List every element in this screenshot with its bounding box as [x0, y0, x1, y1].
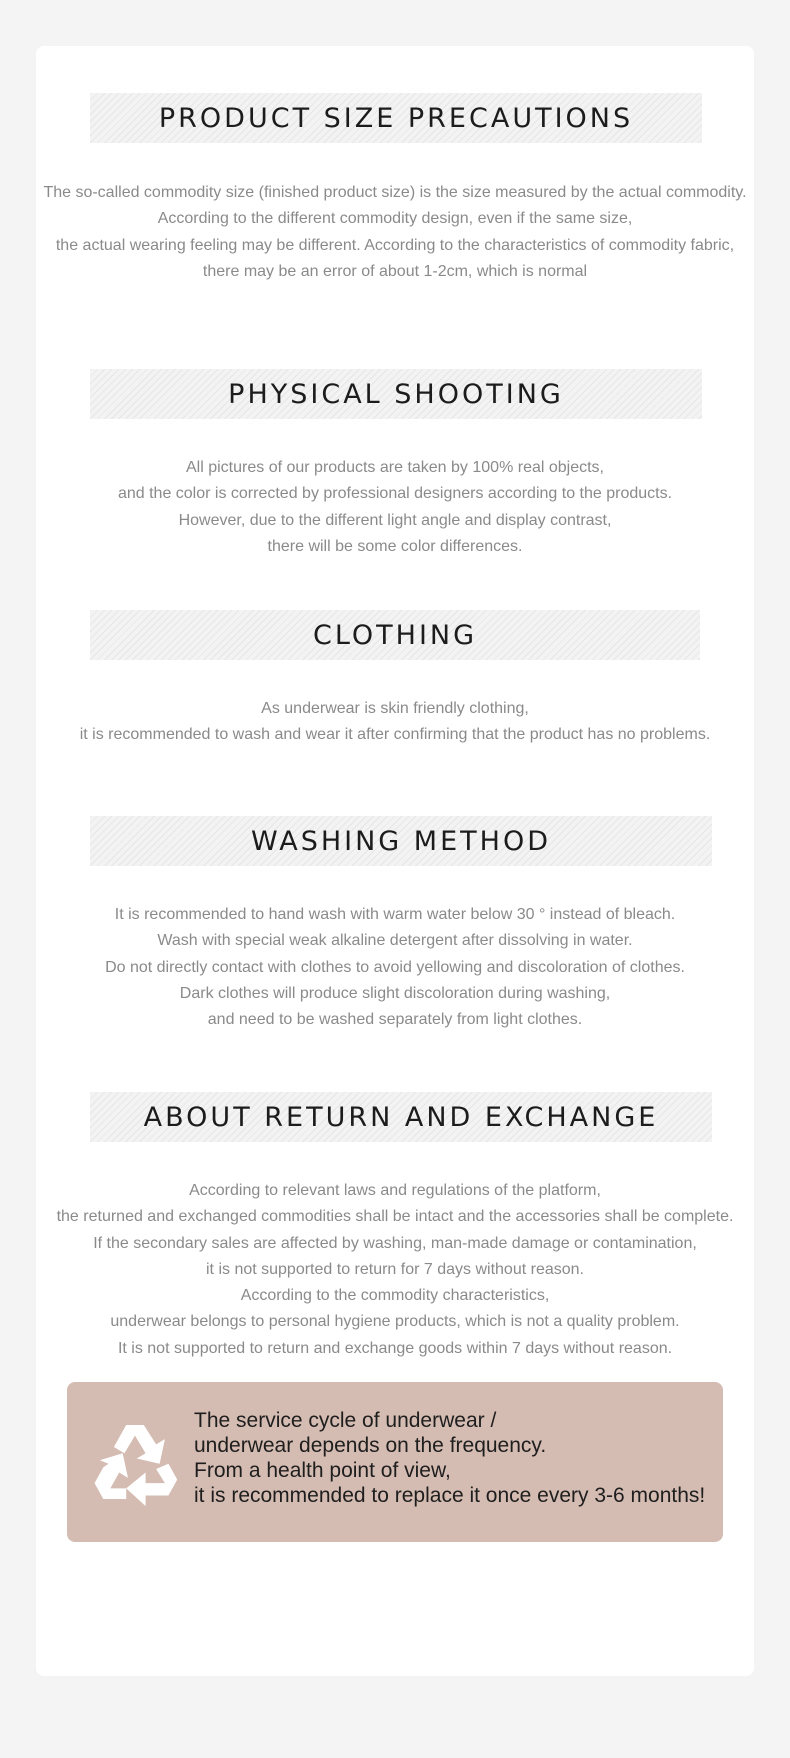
- text-line: there will be some color differences.: [267, 537, 523, 555]
- section-title-return-exchange: ABOUT RETURN AND EXCHANGE: [143, 1101, 659, 1133]
- text-line: According to the commodity characteristics,: [240, 1287, 550, 1305]
- service-cycle-notice: [67, 1382, 723, 1542]
- text-line: Wash with special weak alkaline detergent after dissolving in water.: [157, 932, 633, 950]
- section-banner-return-exchange: [90, 1092, 712, 1142]
- section-title-washing-method: WASHING METHOD: [251, 825, 551, 857]
- text-line: However, due to the different light angle and display contrast,: [178, 511, 612, 529]
- recycle-icon: [91, 1418, 179, 1506]
- section-text-clothing: [36, 696, 754, 749]
- text-line: and the color is corrected by professional designers according to the products.: [117, 485, 673, 503]
- notice-line: The service cycle of underwear /: [194, 1409, 497, 1432]
- text-line: According to relevant laws and regulations of the platform,: [189, 1182, 601, 1199]
- section-banner-physical-shooting: [90, 369, 702, 419]
- text-line: The so-called commodity size (finished product size) is the size measured by the actual commodity.: [43, 184, 747, 201]
- section-banner-product-size: [90, 93, 702, 143]
- section-text-physical-shooting: [36, 455, 754, 560]
- text-line: As underwear is skin friendly clothing,: [261, 700, 529, 717]
- text-line: the returned and exchanged commodities shall be intact and the accessories shall be complete.: [56, 1208, 734, 1226]
- section-text-product-size: [36, 180, 754, 285]
- text-line: Dark clothes will produce slight discoloration during washing,: [179, 984, 611, 1002]
- text-line: All pictures of our products are taken by 100% real objects,: [186, 459, 604, 476]
- text-line: underwear belongs to personal hygiene products, which is not a quality problem.: [110, 1313, 680, 1331]
- text-line: According to the different commodity design, even if the same size,: [157, 210, 633, 228]
- section-banner-clothing: [90, 610, 700, 660]
- notice-line: it is recommended to replace it once every 3-6 months!: [194, 1484, 706, 1507]
- text-line: It is not supported to return and exchange goods within 7 days without reason.: [117, 1339, 673, 1357]
- section-text-washing-method: [36, 902, 754, 1033]
- text-line: and need to be washed separately from light clothes.: [207, 1011, 583, 1029]
- text-line: Do not directly contact with clothes to avoid yellowing and discoloration of clothes.: [105, 958, 685, 976]
- notice-line: underwear depends on the frequency.: [194, 1434, 547, 1457]
- text-line: it is not supported to return for 7 days without reason.: [206, 1260, 584, 1278]
- notice-text: [194, 1408, 705, 1508]
- text-line: It is recommended to hand wash with warm water below 30 ° instead of bleach.: [114, 906, 676, 923]
- section-title-physical-shooting: PHYSICAL SHOOTING: [228, 378, 564, 410]
- section-text-return-exchange: [36, 1178, 754, 1362]
- section-title-clothing: CLOTHING: [312, 619, 478, 651]
- notice-line: From a health point of view,: [194, 1459, 451, 1482]
- text-line: it is recommended to wash and wear it after confirming that the product has no problems.: [79, 726, 711, 744]
- text-line: If the secondary sales are affected by washing, man-made damage or contamination,: [93, 1234, 697, 1252]
- text-line: there may be an error of about 1-2cm, which is normal: [202, 262, 588, 280]
- section-title-product-size: PRODUCT SIZE PRECAUTIONS: [158, 102, 634, 134]
- section-banner-washing-method: [90, 816, 712, 866]
- text-line: the actual wearing feeling may be different. According to the characteristics of commodity fabric,: [55, 236, 735, 254]
